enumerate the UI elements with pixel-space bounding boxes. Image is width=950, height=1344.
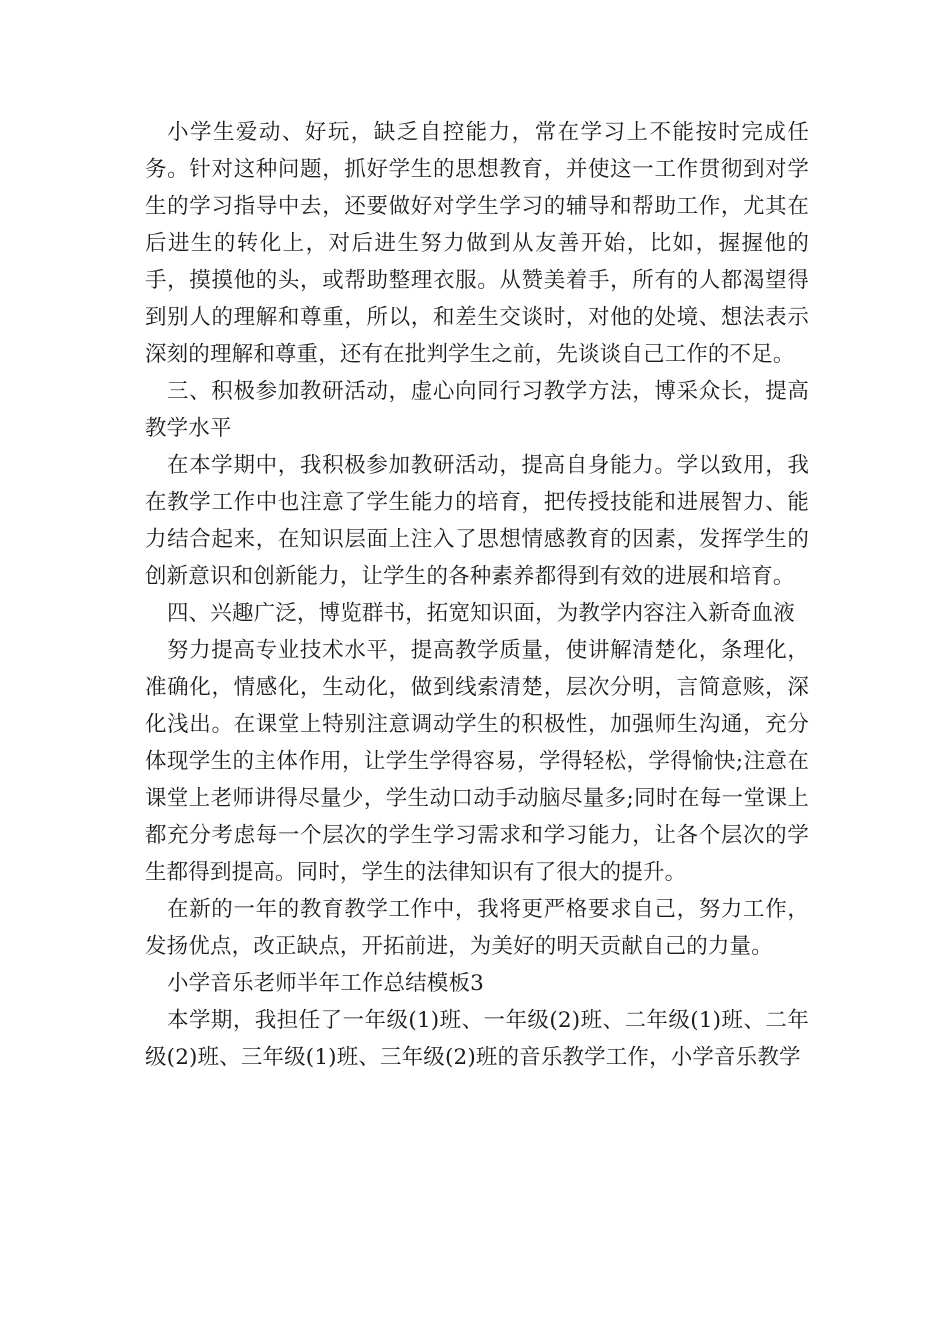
paragraph-student-guidance: 小学生爱动、好玩，缺乏自控能力，常在学习上不能按时完成任务。针对这种问题，抓好学生的思想教育，并使这一工作贯彻到对学生的学习指导中去，还要做好对学生学习的辅导和帮助工作，尤其在后进生的转化上，对后进生努力做到从友善开始，比如，握握他的手，摸摸他的头，或帮助整理衣服。从赞美着手，所有的人都渴望得到别人的理解和尊重，所以，和差生交谈时，对他的处境、想法表示深刻的理解和尊重，还有在批判学生之前，先谈谈自己工作的不足。 (145, 120, 809, 367)
template-title-3: 小学音乐老师半年工作总结模板3 (167, 971, 484, 996)
section-heading-broad-interests: 四、兴趣广泛，博览群书，拓宽知识面，为教学内容注入新奇血液 (167, 601, 795, 626)
document-body (145, 114, 809, 1076)
paragraph-teaching-quality: 努力提高专业技术水平，提高教学质量，使讲解清楚化，条理化，准确化，情感化，生动化，做到线索清楚，层次分明，言简意赅，深化浅出。在课堂上特别注意调动学生的积极性，加强师生沟通，充分体现学生的主体作用，让学生学得容易，学得轻松，学得愉快;注意在课堂上老师讲得尽量少，学生动口动手动脑尽量多;同时在每一堂课上都充分考虑每一个层次的学生学习需求和学习能力，让各个层次的学生都得到提高。同时，学生的法律知识有了很大的提升。 (145, 638, 809, 885)
paragraph-new-year-plan: 在新的一年的教育教学工作中，我将更严格要求自己，努力工作，发扬优点，改正缺点，开拓前进，为美好的明天贡献自己的力量。 (145, 897, 809, 959)
paragraph-teaching-research: 在本学期中，我积极参加教研活动，提高自身能力。学以致用，我在教学工作中也注意了学生能力的培育，把传授技能和进展智力、能力结合起来，在知识层面上注入了思想情感教育的因素，发挥学生的创新意识和创新能力，让学生的各种素养都得到有效的进展和培育。 (145, 453, 809, 589)
paragraph-music-classes: 本学期，我担任了一年级(1)班、一年级(2)班、二年级(1)班、二年级(2)班、三年级(1)班、三年级(2)班的音乐教学工作，小学音乐教学 (145, 1008, 809, 1070)
section-heading-teaching-research: 三、积极参加教研活动，虚心向同行习教学方法，博采众长，提高教学水平 (145, 379, 809, 441)
